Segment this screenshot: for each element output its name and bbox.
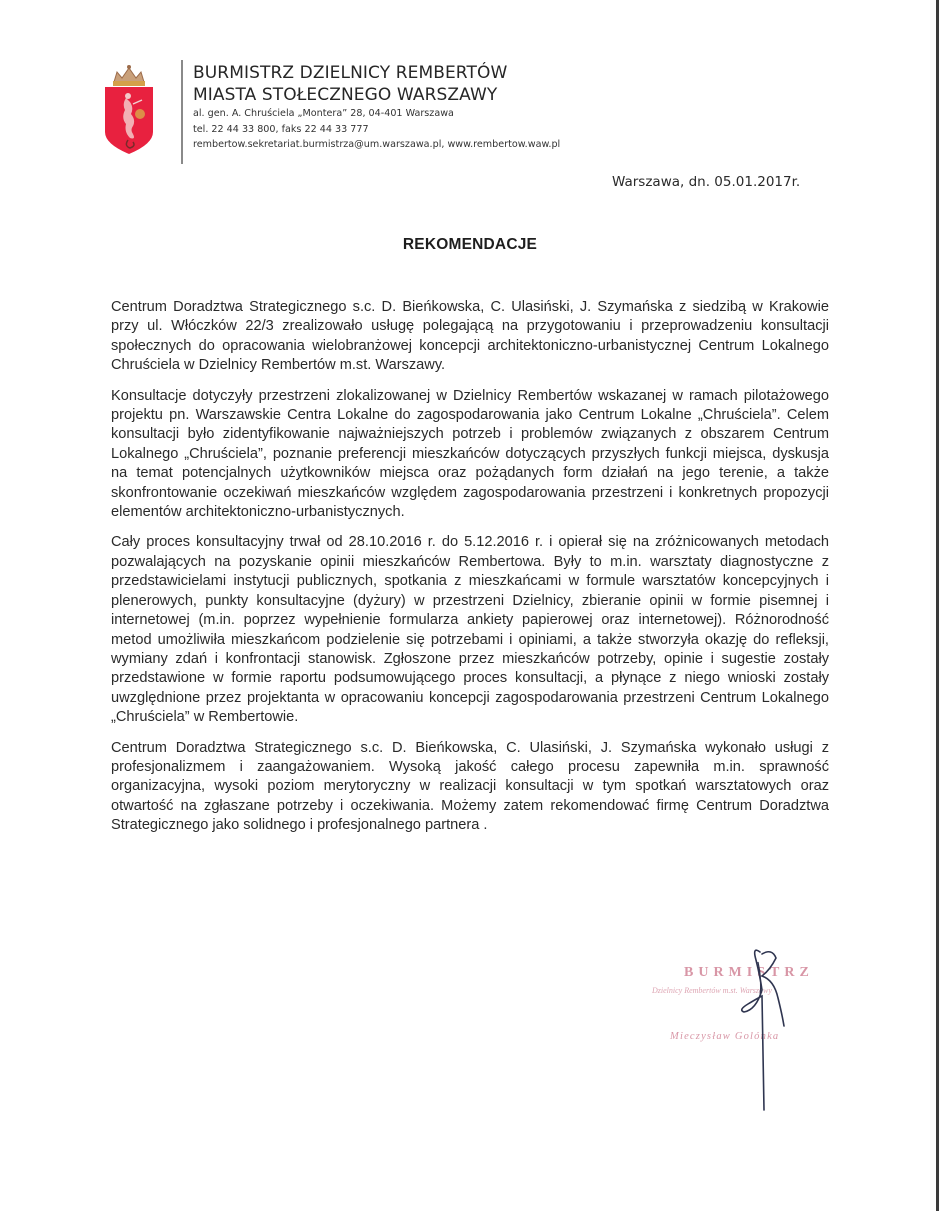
paragraph: Centrum Doradztwa Strategicznego s.c. D. Bieńkowska, C. Ulasiński, J. Szymańska wykonało usługi z profesjonalizmem i zaangażowaniem. Wysoką jakość całego procesu zapewniła m.in. sprawność organizacyjna, wysoki poziom merytoryczny w realizacji konsultacji w tym spotkań warsztatowych oraz otwartość na zgłaszane potrzeby i oczekiwania. Możemy zatem rekomendować firmę Centrum Doradztwa Strategicznego jako solidnego i profesjonalnego partnera . xyxy=(111,739,829,834)
paragraph: Centrum Doradztwa Strategicznego s.c. D. Bieńkowska, C. Ulasiński, J. Szymańska z siedzibą w Krakowie przy ul. Włóczków 22/3 zrealizowało usługę polegającą na przygotowaniu i przeprowadzeniu konsultacji społecznych do opracowania wielobranżowej koncepcji architektoniczno-urbanistycznej Centrum Lokalnego Chruściela w Dzielnicy Rembertów m.st. Warszawy. xyxy=(111,299,829,374)
letterhead-divider xyxy=(181,60,183,164)
paragraph: Cały proces konsultacyjny trwał od 28.10.2016 r. do 5.12.2016 r. i opierał się na zróżnicowanych metodach pozwalających na pozyskanie opinii mieszkańców Rembertowa. Były to m.in. warsztaty diagnostyczne z przedstawicielami instytucji publicznych, spotkania z mieszkańcami w formule warsztatów koncepcyjnych i plenerowych, punkty konsultacyjne (dyżury) w przestrzeni Dzielnicy, zbieranie opinii w formie pisemnej i internetowej (m.in. poprzez wypełnienie formularza ankiety papierowej oraz internetowej). Różnorodność metod umożliwiła mieszkańcom podzielenie się potrzebami i opiniami, a także stworzyła okazję do refleksji, wymiany zdań i konfrontacji stanowisk. Zgłoszone przez mieszkańców potrzeby, opinie i sugestie zostały przedstawione w formie raportu podsumowującego proces konsultacji, a płynące z niego wnioski zostały uwzględnione przez projektanta w opracowaniu koncepcji zagospodarowania przestrzeni Centrum Lokalnego „Chruściela” w Rembertowie. xyxy=(111,534,829,726)
letter-body xyxy=(111,298,829,847)
paragraph: Konsultacje dotyczyły przestrzeni zlokalizowanej w Dzielnicy Rembertów wskazanej w ramach pilotażowego projektu pn. Warszawskie Centra Lokalne do zagospodarowania jako Centrum Lokalne „Chruściela”. Celem konsultacji było zidentyfikowanie najważniejszych potrzeb i problemów związanych z obszarem Centrum Lokalnego „Chruściela”, poznanie preferencji mieszkańców dotyczących przyszłych funkcji miejsca, dyskusja na temat potencjalnych użytkowników miejsca oraz pożądanych form działań na jego terenie, a także skonfrontowanie oczekiwań mieszkańców względem zagospodarowania przestrzeni i konkretnych propozycji elementów architektoniczno-urbanistycznych. xyxy=(111,387,829,521)
letterhead-title-line1: BURMISTRZ DZIELNICY REMBERTÓW xyxy=(193,63,508,83)
document-title: REKOMENDACJE xyxy=(402,236,538,253)
letterhead-title-line2: MIASTA STOŁECZNEGO WARSZAWY xyxy=(193,85,498,105)
stamp-office: BURMISTRZ xyxy=(684,965,814,980)
stamp-name: Mieczysław Golónka xyxy=(670,1031,780,1042)
letterhead-contact: rembertow.sekretariat.burmistrza@um.warszawa.pl, www.rembertow.waw.pl xyxy=(193,139,561,150)
handwritten-signature-icon xyxy=(700,940,800,1120)
letterhead-address: al. gen. A. Chruściela „Montera” 28, 04-401 Warszawa xyxy=(193,108,454,119)
page-edge xyxy=(936,0,939,1211)
letterhead-phone-fax: tel. 22 44 33 800, faks 22 44 33 777 xyxy=(193,123,369,135)
warsaw-coat-of-arms-icon xyxy=(100,64,158,160)
letterhead xyxy=(193,62,560,153)
stamp-district: Dzielnicy Rembertów m.st. Warszawy xyxy=(652,986,772,995)
letter-date: Warszawa, dn. 05.01.2017r. xyxy=(612,174,801,190)
